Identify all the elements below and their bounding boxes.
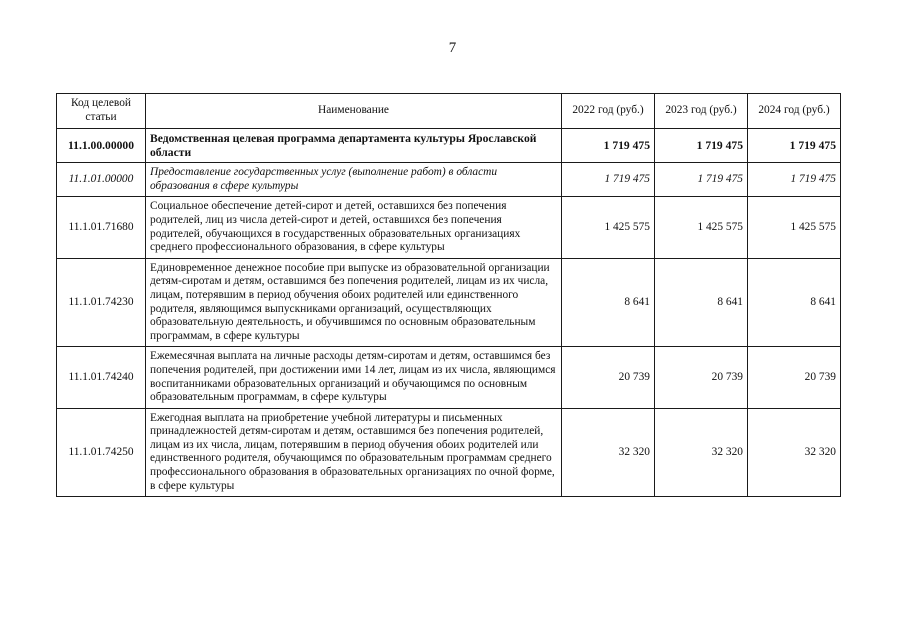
cell-code: 11.1.00.00000 [57, 129, 146, 163]
cell-name: Ежемесячная выплата на личные расходы детям-сиротам и детям, оставшимся без попечения родителей, при достижении ими 14 лет, лицам из их числа, являющимся воспитанниками образовательных организаций и обучающимся по основным образовательным программам, в сфере культуры [146, 347, 562, 408]
cell-2024: 20 739 [748, 347, 841, 408]
cell-2022: 1 425 575 [562, 197, 655, 258]
budget-table [56, 93, 841, 497]
cell-2024: 1 719 475 [748, 163, 841, 197]
cell-2022: 8 641 [562, 258, 655, 347]
cell-name: Ведомственная целевая программа департамента культуры Ярославской области [146, 129, 562, 163]
cell-name: Единовременное денежное пособие при выпуске из образовательной организации детям-сиротам и детям, оставшимся без попечения родителей, лицам из их числа, лицам, потерявшим в период обучения обоих родителей или единственного родителя, являющимся выпускниками организаций, осуществляющих образовательную деятельность, и обучившимся по основным образовательным программам, в сфере культуры [146, 258, 562, 347]
cell-name: Ежегодная выплата на приобретение учебной литературы и письменных принадлежностей детям-сиротам и детям, оставшимся без попечения родителей, лицам из их числа, лицам, потерявшим в период обучения обоих родителей или единственного родителя, обучающимся по образовательным программам среднего профессионального образования в образовательных организациях по очной форме, в сфере культуры [146, 408, 562, 497]
cell-2022: 20 739 [562, 347, 655, 408]
cell-2023: 8 641 [655, 258, 748, 347]
table-header-row [57, 94, 841, 129]
cell-name: Социальное обеспечение детей-сирот и детей, оставшихся без попечения родителей, лиц из числа детей-сирот и детей, оставшихся без попечения родителей, обучающихся в государственных образовательных организациях среднего профессионального образования, в сфере культуры [146, 197, 562, 258]
cell-2024: 32 320 [748, 408, 841, 497]
cell-2022: 1 719 475 [562, 163, 655, 197]
cell-code: 11.1.01.74250 [57, 408, 146, 497]
page-number: 7 [448, 40, 457, 56]
cell-2024: 1 425 575 [748, 197, 841, 258]
cell-2023: 32 320 [655, 408, 748, 497]
cell-2022: 32 320 [562, 408, 655, 497]
header-2024: 2024 год (руб.) [748, 94, 841, 129]
header-2023: 2023 год (руб.) [655, 94, 748, 129]
table-row [57, 163, 841, 197]
table-row [57, 129, 841, 163]
cell-code: 11.1.01.71680 [57, 197, 146, 258]
cell-code: 11.1.01.00000 [57, 163, 146, 197]
header-name: Наименование [146, 94, 562, 129]
cell-2024: 1 719 475 [748, 129, 841, 163]
table-row [57, 408, 841, 497]
cell-2023: 20 739 [655, 347, 748, 408]
cell-2022: 1 719 475 [562, 129, 655, 163]
cell-2023: 1 425 575 [655, 197, 748, 258]
cell-code: 11.1.01.74230 [57, 258, 146, 347]
cell-2023: 1 719 475 [655, 163, 748, 197]
header-code: Код целевой статьи [57, 94, 146, 129]
cell-name: Предоставление государственных услуг (выполнение работ) в области образования в сфере культуры [146, 163, 562, 197]
cell-2024: 8 641 [748, 258, 841, 347]
cell-2023: 1 719 475 [655, 129, 748, 163]
table-row [57, 347, 841, 408]
table-row [57, 258, 841, 347]
header-2022: 2022 год (руб.) [562, 94, 655, 129]
table-row [57, 197, 841, 258]
cell-code: 11.1.01.74240 [57, 347, 146, 408]
